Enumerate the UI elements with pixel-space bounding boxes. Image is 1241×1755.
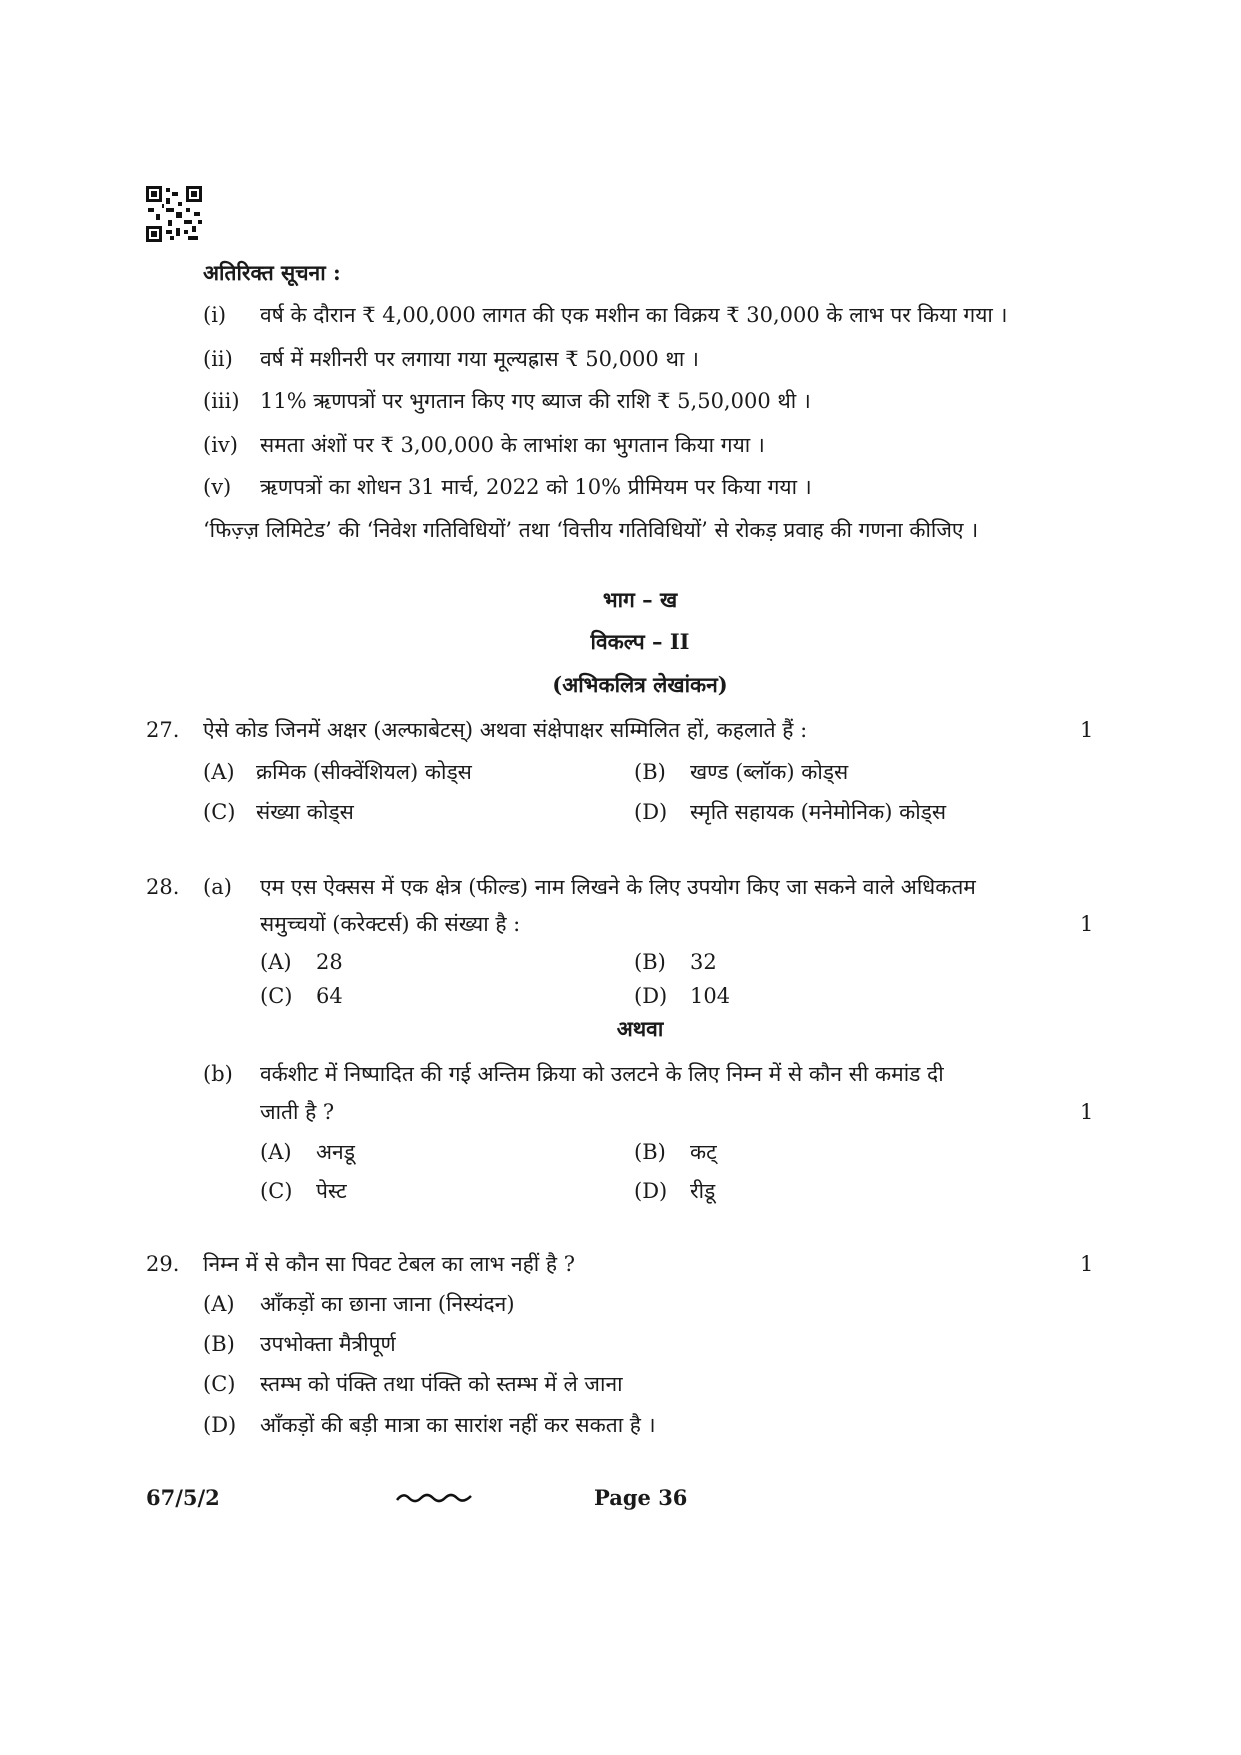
option-label: (B) [203,1332,235,1356]
question-text: समुच्चयों (करेक्टर्स) की संख्या है : [260,912,521,936]
option-text: कट् [690,1140,717,1164]
option-text: रीडू [690,1179,716,1203]
option-label: (C) [203,1372,236,1396]
option-text: स्तम्भ को पंक्ति तथा पंक्ति को स्तम्भ में ले जाना [260,1372,623,1396]
option-text: स्मृति सहायक (मनेमोनिक) कोड्स [690,800,947,824]
qr-code-icon [146,186,202,242]
extra-info-heading: अतिरिक्त सूचना : [203,260,341,285]
option-text: 32 [690,950,717,974]
extra-item-num: (iv) [203,433,238,457]
option-text: आँकड़ों का छाना जाना (निस्यंदन) [260,1292,515,1316]
option-text: अनडू [316,1140,355,1164]
section-option: विकल्प – II [590,629,690,654]
option-text: संख्या कोड्स [256,800,354,824]
option-label: (A) [203,760,235,784]
option-label: (A) [260,1140,292,1164]
wave-ornament-icon [395,1490,473,1506]
extra-item-text: वर्ष में मशीनरी पर लगाया गया मूल्यह्रास ₹ 50,000 था । [260,347,699,371]
extra-item-text: ऋणपत्रों का शोधन 31 मार्च, 2022 को 10% प्रीमियम पर किया गया । [260,475,812,499]
question-text: निम्न में से कौन सा पिवट टेबल का लाभ नहीं है ? [203,1252,575,1276]
option-label: (B) [634,760,666,784]
extra-item-text: समता अंशों पर ₹ 3,00,000 के लाभांश का भुगतान किया गया । [260,433,765,457]
question-text: ऐसे कोड जिनमें अक्षर (अल्फाबेटस्) अथवा संक्षेपाक्षर सम्मिलित हों, कहलाते हैं : [203,718,808,742]
subquestion-label: (a) [203,875,232,899]
extra-item-num: (v) [203,475,232,499]
page-number: Page 36 [594,1485,688,1510]
option-label: (B) [634,950,666,974]
question-text: जाती है ? [260,1100,335,1124]
option-label: (D) [634,984,668,1008]
option-label: (C) [203,800,236,824]
question-marks: 1 [1080,1252,1094,1276]
option-text: उपभोक्ता मैत्रीपूर्ण [260,1332,396,1356]
question-text: एम एस ऐक्सस में एक क्षेत्र (फील्ड) नाम लिखने के लिए उपयोग किए जा सकने वाले अधिकतम [260,875,976,899]
option-text: 64 [316,984,343,1008]
option-label: (C) [260,1179,293,1203]
option-label: (A) [203,1292,235,1316]
section-subject: (अभिकलित्र लेखांकन) [552,672,728,697]
question-number: 27. [146,718,180,742]
option-label: (D) [634,1179,668,1203]
option-label: (B) [634,1140,666,1164]
question-text: वर्कशीट में निष्पादित की गई अन्तिम क्रिया को उलटने के लिए निम्न में से कौन सी कमांड दी [260,1062,944,1086]
option-label: (D) [634,800,668,824]
question-marks: 1 [1080,912,1094,936]
option-text: क्रमिक (सीक्वेंशियल) कोड्स [256,760,472,784]
option-text: 28 [316,950,343,974]
question-marks: 1 [1080,718,1094,742]
extra-item-text: 11% ऋणपत्रों पर भुगतान किए गए ब्याज की राशि ₹ 5,50,000 थी । [260,389,811,413]
option-text: आँकड़ों की बड़ी मात्रा का सारांश नहीं कर सकता है । [260,1413,656,1437]
option-text: 104 [690,984,731,1008]
option-text: पेस्ट [316,1179,347,1203]
paper-code: 67/5/2 [146,1485,220,1510]
extra-item-num: (iii) [203,389,240,413]
section-part: भाग – ख [602,587,678,612]
question-marks: 1 [1080,1100,1094,1124]
question-number: 29. [146,1252,180,1276]
extra-item-num: (ii) [203,347,233,371]
option-label: (C) [260,984,293,1008]
option-label: (A) [260,950,292,974]
question-number: 28. [146,875,180,899]
option-label: (D) [203,1413,237,1437]
subquestion-label: (b) [203,1062,233,1086]
extra-item-text: वर्ष के दौरान ₹ 4,00,000 लागत की एक मशीन का विक्रय ₹ 30,000 के लाभ पर किया गया । [260,303,1008,327]
extra-info-instruction: ‘फिज़्ज़ लिमिटेड’ की ‘निवेश गतिविधियों’ तथा ‘वित्तीय गतिविधियों’ से रोकड़ प्रवाह की गणना कीजिए । [203,518,979,542]
option-text: खण्ड (ब्लॉक) कोड्स [690,760,849,784]
or-separator: अथवा [616,1016,664,1041]
extra-item-num: (i) [203,303,227,327]
